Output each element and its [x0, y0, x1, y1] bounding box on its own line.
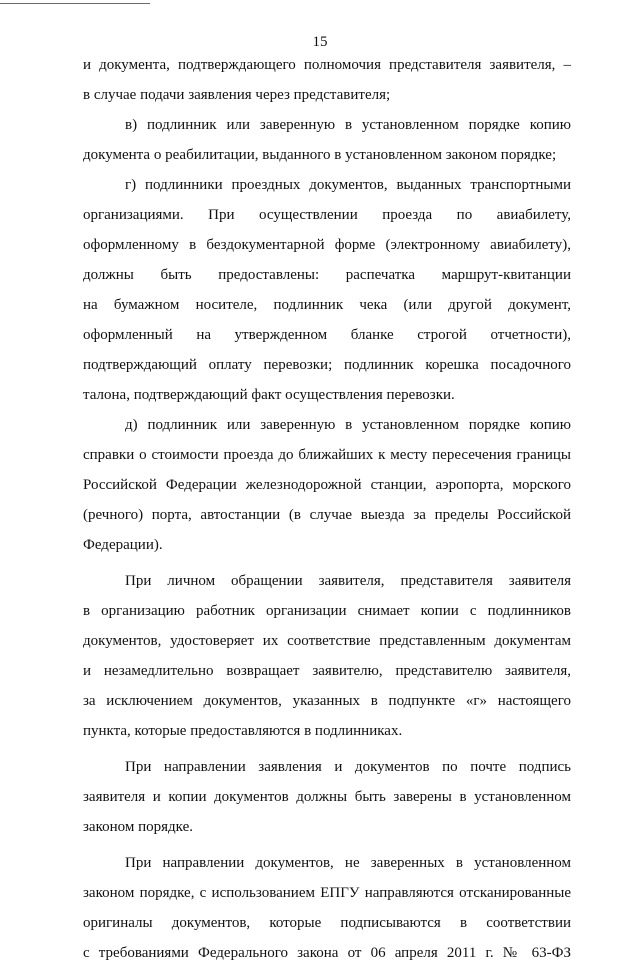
text-line: оформленному в бездокументарной форме (электронному авиабилету),	[83, 237, 571, 253]
text-line: При направлении заявления и документов по почте подпись	[125, 759, 571, 775]
top-edge-line	[0, 3, 150, 4]
text-line: справки о стоимости проезда до ближайших к месту пересечения границы	[83, 447, 571, 463]
text-line: Российской Федерации железнодорожной станции, аэропорта, морского	[83, 477, 571, 493]
text-line: должны быть предоставлены: распечатка маршрут-квитанции	[83, 267, 571, 283]
text-line: При направлении документов, не заверенных в установленном	[125, 855, 571, 871]
text-line: в организацию работник организации снимает копии с подлинников	[83, 603, 571, 619]
text-line: законом порядке.	[83, 819, 193, 835]
text-line: пункта, которые предоставляются в подлинниках.	[83, 723, 403, 739]
text-line: документа о реабилитации, выданного в установленном законом порядке;	[83, 147, 557, 163]
text-line: с требованиями Федерального закона от 06 апреля 2011 г. № 63-ФЗ	[83, 945, 571, 961]
text-line: законом порядке, с использованием ЕПГУ направляются отсканированные	[83, 885, 571, 901]
text-line: При личном обращении заявителя, представителя заявителя	[125, 573, 571, 589]
text-line: в случае подачи заявления через представителя;	[83, 87, 391, 103]
text-line: Федерации).	[83, 537, 163, 553]
text-line: (речного) порта, автостанции (в случае выезда за пределы Российской	[83, 507, 571, 523]
text-line: заявителя и копии документов должны быть заверены в установленном	[83, 789, 571, 805]
page-number: 15	[312, 34, 328, 50]
text-line: документов, удостоверяет их соответствие представленным документам	[83, 633, 571, 649]
text-line: на бумажном носителе, подлинник чека (или другой документ,	[83, 297, 571, 313]
text-line: и незамедлительно возвращает заявителю, представителю заявителя,	[83, 663, 571, 679]
text-line: оформленный на утвержденном бланке строгой отчетности),	[83, 327, 571, 343]
text-line: оригиналы документов, которые подписываются в соответствии	[83, 915, 571, 931]
text-line: подтверждающий оплату перевозки; подлинник корешка посадочного	[83, 357, 571, 373]
text-line: д) подлинник или заверенную в установленном порядке копию	[125, 417, 571, 433]
document-body	[83, 50, 571, 968]
text-line: г) подлинники проездных документов, выданных транспортными	[125, 177, 571, 193]
text-line: в) подлинник или заверенную в установленном порядке копию	[125, 117, 571, 133]
text-line: организациями. При осуществлении проезда по авиабилету,	[83, 207, 571, 223]
text-line: талона, подтверждающий факт осуществления перевозки.	[83, 387, 455, 403]
text-line: за исключением документов, указанных в подпункте «г» настоящего	[83, 693, 571, 709]
text-line: и документа, подтверждающего полномочия представителя заявителя, –	[83, 57, 571, 73]
